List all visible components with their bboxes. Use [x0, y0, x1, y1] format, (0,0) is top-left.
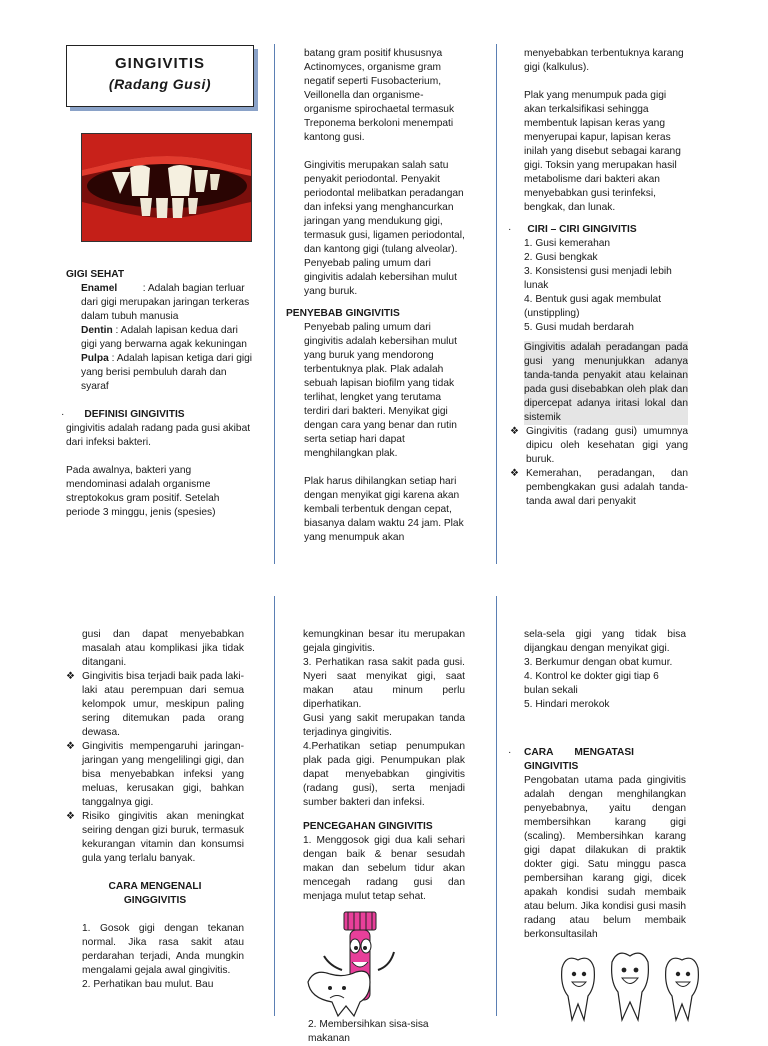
column-2-bottom	[303, 628, 465, 904]
toothbrush-illustration	[300, 908, 460, 1018]
column-1-bottom	[66, 628, 244, 992]
list-item: 3. Konsistensi gusi menjadi lebih lunak	[524, 266, 672, 291]
heading-cara-mengatasi: CARA MENGATASI GINGIVITIS	[524, 747, 634, 772]
paragraph: sela-sela gigi yang tidak bisa dijangkau dengan menyikat gigi.	[524, 629, 686, 654]
paragraph: menyebabkan terbentuknya karang gigi (kalkulus).	[524, 48, 684, 73]
list-item: 2. Gusi bengkak	[524, 252, 598, 263]
bullet-item: ❖ Gingivitis bisa terjadi baik pada laki-laki atau perempuan dari semua kelompok umur, meskipun paling sering ditemukan pada orang dewasa.	[66, 670, 244, 740]
list-item: 4. Kontrol ke dokter gigi tiap 6 bulan sekali	[524, 671, 659, 696]
page-subtitle: (Radang Gusi)	[108, 76, 212, 92]
list-item: 5. Gusi mudah berdarah	[524, 322, 634, 333]
list-item: 5. Hindari merokok	[524, 699, 610, 710]
paragraph: kemungkinan besar itu merupakan gejala gingivitis.	[303, 629, 465, 654]
paragraph: Plak harus dihilangkan setiap hari dengan menyikat gigi karena akan kembali terbentuk dengan cepat, biasanya dalam waktu 24 jam. Plak yang menumpuk akan	[304, 476, 464, 543]
definition-dentin: Dentin : Adalah lapisan kedua dari gigi yang berwarna agak kekuningan	[81, 325, 247, 350]
column-divider	[274, 44, 275, 564]
list-item: 4. Bentuk gusi agak membulat (unstippling)	[524, 294, 662, 319]
list-item: 3. Berkumur dengan obat kumur.	[524, 657, 673, 668]
page-title: GINGIVITIS	[114, 55, 205, 72]
paragraph: 2. Perhatikan bau mulut. Bau	[82, 979, 214, 990]
definition-enamel: Enamel : Adalah bagian terluar dari gigi merupakan jaringan terkeras dalam tubuh manusia	[81, 283, 250, 322]
column-2-bottom-tail	[308, 1018, 458, 1046]
definition-pulpa: Pulpa : Adalah lapisan ketiga dari gigi yang berisi pembuluh darah dan syaraf	[81, 353, 253, 392]
highlighted-paragraph: Gingivitis adalah peradangan pada gusi yang menunjukkan adanya tanda-tanda penyakit atau kelainan pada gusi disebabkan oleh plak dan dipercepat adanya iritasi lokal dan sistemik	[524, 342, 688, 423]
definisi-text-2: Pada awalnya, bakteri yang mendominasi adalah organisme streptokokus gram positif. Setelah periode 3 minggu, jenis (spesies)	[66, 465, 220, 518]
paragraph: Gingivitis merupakan salah satu penyakit periodontal. Penyakit periodontal melibatkan peradangan dan infeksi yang menghancurkan jaringan yang mendukung gigi, termasuk gusi, ligamen periodontal, dan kantong gigi (tulang alveolar). Penyebab paling umum dari gingivitis adalah kebersihan mulut yang buruk.	[304, 160, 465, 297]
heading-gigi-sehat: GIGI SEHAT	[66, 269, 125, 280]
heading-pencegahan: PENCEGAHAN GINGIVITIS	[303, 821, 433, 832]
column-3-top	[508, 47, 688, 509]
definisi-text-1: gingivitis adalah radang pada gusi akibat dari infeksi bakteri.	[66, 423, 251, 448]
paragraph: gusi dan dapat menyebabkan masalah atau komplikasi jika tidak ditangani.	[82, 629, 244, 668]
paragraph: Plak yang menumpuk pada gigi akan terkalsifikasi sehingga membentuk lapisan keras yang menyerupai kapur, lapisan keras inilah yang disebut sebagai karang gigi. Toksin yang merupakan hasil metabolisme dari bakteri akan menyebabkan gusi terinfeksi, bengkak, dan lunak.	[524, 90, 681, 213]
column-1-top	[61, 268, 254, 520]
heading-cara-mengenali: CARA MENGENALI GINGGIVITIS	[108, 881, 202, 906]
bullet-item: ❖ Risiko gingivitis akan meningkat seiring dengan gizi buruk, termasuk kekurangan vitamin dan konsumsi gula yang terlalu banyak.	[66, 810, 244, 866]
gingivitis-photo	[81, 133, 252, 242]
heading-ciri: · CIRI – CIRI GINGIVITIS	[508, 224, 637, 235]
paragraph: Gusi yang sakit merupakan tanda terjadinya gingivitis.	[303, 713, 465, 738]
paragraph: 4.Perhatikan setiap penumpukan plak pada gigi. Penumpukan plak dapat menyebabkan gingivitis (radang gusi), serta menjadi sumber bakteri dan infeksi.	[303, 741, 465, 808]
paragraph: 2. Membersihkan sisa-sisa makanan	[308, 1019, 429, 1044]
column-3-bottom	[508, 628, 686, 942]
paragraph: Penyebab paling umum dari gingivitis adalah kebersihan mulut yang buruk yang mendorong terbentuknya plak. Plak adalah sebuah lapisan biofilm yang tidak terlihat, lengket yang terutama terdiri dari bakteri. Menyikat gigi dengan cara yang benar dan rutin serta setiap hari dapat menghilangkan plak.	[304, 322, 457, 459]
column-divider	[496, 596, 497, 1016]
column-divider	[496, 44, 497, 564]
bullet-item: ❖ Gingivitis (radang gusi) umumnya dipicu oleh kesehatan gigi yang buruk.	[510, 425, 688, 467]
paragraph: 1. Menggosok gigi dua kali sehari dengan baik & benar sesudah makan dan sebelum tidur akan mencegah radang gusi dan menjaga mulut tetap sehat.	[303, 835, 465, 902]
bullet-item: ❖ Gingivitis mempengaruhi jaringan-jaringan yang mengelilingi gigi, dan bisa menyebabkan infeksi yang meluas, kerusakan gigi, bahkan tanggalnya gigi.	[66, 740, 244, 810]
bullet-dot: ·	[508, 747, 512, 758]
paragraph: 3. Perhatikan rasa sakit pada gusi. Nyeri saat menyikat gigi, saat makan atau minum perlu diperhatikan.	[303, 657, 465, 710]
title-box	[66, 45, 254, 107]
heading-penyebab: PENYEBAB GINGIVITIS	[286, 308, 400, 319]
paragraph: 1. Gosok gigi dengan tekanan normal. Jika rasa sakit atau perdarahan terjadi, Anda mungkin mengalami gejala awal gingivitis.	[82, 923, 244, 976]
happy-teeth-illustration	[558, 948, 708, 1024]
heading-definisi: · DEFINISI GINGIVITIS	[61, 409, 185, 420]
column-divider	[274, 596, 275, 1016]
column-2-top	[286, 47, 466, 545]
list-item: 1. Gusi kemerahan	[524, 238, 611, 249]
paragraph: Pengobatan utama pada gingivitis adalah dengan menghilangkan penyebabnya, yaitu dengan membersihkan karang gigi (scaling). Membersihkan karang gigi dapat dilakukan di praktik dokter gigi. Satu minggu pasca pembersihan karang gigi, dicek apakah kondisi sudah membaik atau belum. Jika kondisi gusi masih radang atau belum membaik berkonsultasilah	[524, 775, 686, 940]
bullet-item: ❖ Kemerahan, peradangan, dan pembengkakan gusi adalah tanda-tanda awal dari penyakit	[510, 467, 688, 509]
paragraph: batang gram positif khususnya Actinomyces, organisme gram negatif seperti Fusobacterium, Veillonella dan organisme-organisme spirochaetal termasuk Treponema berkoloni menempati kantong gusi.	[304, 48, 455, 143]
